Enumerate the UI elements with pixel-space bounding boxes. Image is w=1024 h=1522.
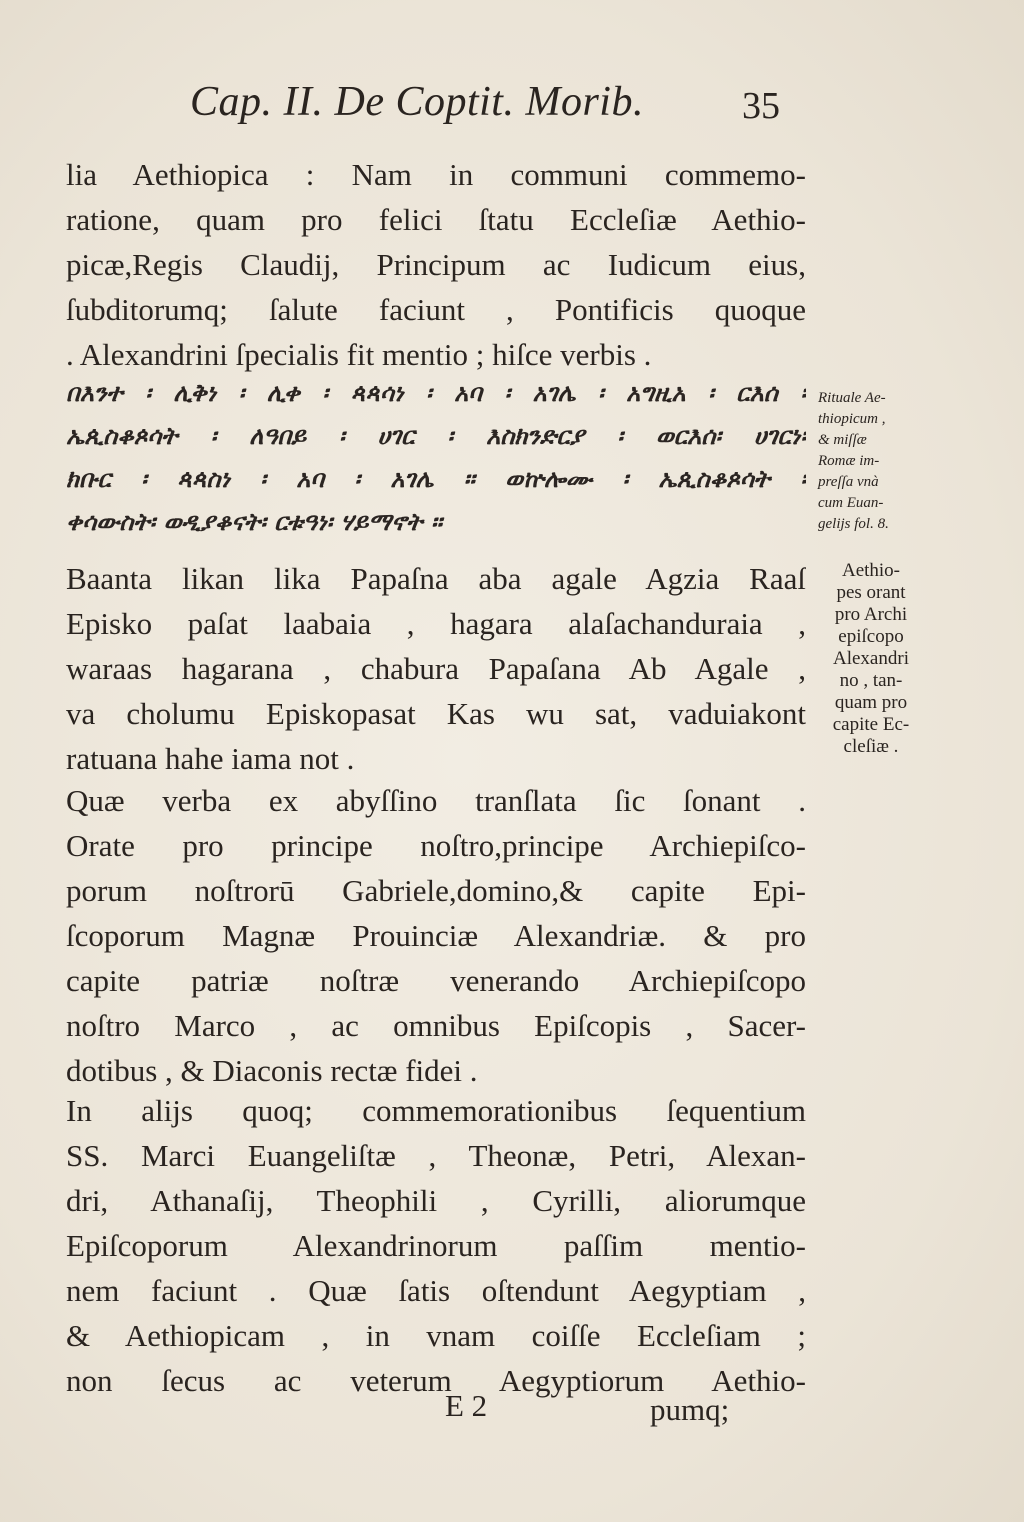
text-line: & Aethiopicam , in vnam coiſſe Eccleſiam ; bbox=[66, 1318, 806, 1353]
margin-line: preſſa vnà bbox=[818, 474, 879, 490]
text-line: In alijs quoq; commemorationibus ſequentium bbox=[66, 1093, 806, 1128]
margin-line: Rituale Ae- bbox=[818, 390, 886, 406]
margin-line: & miſſæ bbox=[818, 432, 867, 448]
text-line: dotibus , & Diaconis rectæ fidei . bbox=[66, 1053, 478, 1088]
text-line: Epiſcoporum Alexandrinorum paſſim mentio- bbox=[66, 1228, 806, 1263]
text-line: . Alexandrini ſpecialis fit mentio ; hiſce verbis . bbox=[66, 337, 652, 372]
text-line: waraas hagarana , chabura Papaſana Ab Agale , bbox=[66, 651, 806, 686]
margin-line: pes orant bbox=[836, 582, 906, 603]
text-line: dri, Athanaſij, Theophili , Cyrilli, aliorumque bbox=[66, 1183, 806, 1218]
text-line: picæ,Regis Claudij, Principum ac Iudicum eius, bbox=[66, 247, 806, 282]
text-line: Episko paſat laabaia , hagara alaſachanduraia , bbox=[66, 606, 806, 641]
margin-note-source bbox=[818, 388, 928, 535]
text-line: ratuana hahe iama not . bbox=[66, 741, 355, 776]
margin-line: pro Archi bbox=[834, 604, 908, 625]
text-line: ſcoporum Magnæ Prouinciæ Alexandriæ. & pro bbox=[66, 918, 806, 953]
text-line: Quæ verba ex abyſſino tranſlata ſic ſonant . bbox=[66, 783, 806, 818]
signature-mark: E 2 bbox=[445, 1388, 488, 1423]
margin-line: Alexandri bbox=[833, 648, 909, 669]
ethiopic-line: በእንተ ፡ ሊቅነ ፡ ሊቀ ፡ ጳጳሳነ ፡ አባ ፡ አገሌ ፡ አግዚአ ፡ ርእሰ ፡ bbox=[66, 379, 806, 407]
ethiopic-line: ቀሳውስት፡ ወዲያቆናት፡ ርቱዓነ፡ ሃይማኖት ። bbox=[66, 508, 443, 536]
catchword: pumq; bbox=[650, 1392, 730, 1427]
page-header bbox=[190, 78, 790, 138]
closing-paragraph bbox=[66, 1088, 806, 1403]
translation-paragraph bbox=[66, 778, 806, 1093]
text-line: va cholumu Episkopasat Kas wu sat, vaduiakont bbox=[66, 696, 806, 731]
page-footer bbox=[0, 1388, 1024, 1438]
text-line: ratione, quam pro felici ſtatu Eccleſiæ Aethio- bbox=[66, 202, 806, 237]
text-line: porum noſtrorū Gabriele,domino,& capite Epi- bbox=[66, 873, 806, 908]
ethiopic-passage bbox=[66, 372, 806, 544]
ethiopic-line: ኤጲስቆጶሳት ፡ ለዓበይ ፡ ሀገር ፡ እስክንድርያ ፡ ወርእሰ፡ ሀገርነ፡ bbox=[66, 422, 806, 450]
margin-line: thiopicum , bbox=[818, 411, 886, 427]
text-line: SS. Marci Euangeliſtæ , Theonæ, Petri, Alexan- bbox=[66, 1138, 806, 1173]
margin-line: cum Euan- bbox=[818, 495, 884, 511]
margin-note-summary bbox=[814, 560, 928, 758]
text-line: noſtro Marco , ac omnibus Epiſcopis , Sacer- bbox=[66, 1008, 806, 1043]
text-line: non ſecus ac veterum Aegyptiorum Aethio- bbox=[66, 1363, 806, 1398]
text-line: Orate pro principe noſtro,principe Archiepiſco- bbox=[66, 828, 806, 863]
margin-line: Aethio- bbox=[841, 560, 901, 581]
text-line: ſubditorumq; ſalute faciunt , Pontificis quoque bbox=[66, 292, 806, 327]
margin-line: gelijs fol. 8. bbox=[818, 516, 889, 532]
margin-line: quam pro bbox=[834, 692, 908, 713]
text-line: nem faciunt . Quæ ſatis oſtendunt Aegyptiam , bbox=[66, 1273, 806, 1308]
intro-paragraph bbox=[66, 152, 806, 377]
margin-line: Romæ im- bbox=[818, 453, 880, 469]
ethiopic-line: ክቡር ፡ ጳጳስነ ፡ አባ ፡ አገሌ ። ወኵሎሙ ፡ ኤጲስቆጶሳት ፡ bbox=[66, 465, 806, 493]
transliteration-paragraph bbox=[66, 556, 806, 781]
margin-line: no , tan- bbox=[839, 670, 903, 691]
text-line: Baanta likan lika Papaſna aba agale Agzia Raaſ bbox=[66, 561, 806, 596]
margin-line: cleſiæ . bbox=[843, 736, 899, 757]
page-number: 35 bbox=[742, 85, 780, 127]
text-line: lia Aethiopica : Nam in communi commemo- bbox=[66, 157, 806, 192]
running-title: Cap. II. De Coptit. Morib. bbox=[190, 79, 644, 125]
text-line: capite patriæ noſtræ venerando Archiepiſcopo bbox=[66, 963, 806, 998]
margin-line: epiſcopo bbox=[838, 626, 904, 647]
margin-line: capite Ec- bbox=[832, 714, 910, 735]
